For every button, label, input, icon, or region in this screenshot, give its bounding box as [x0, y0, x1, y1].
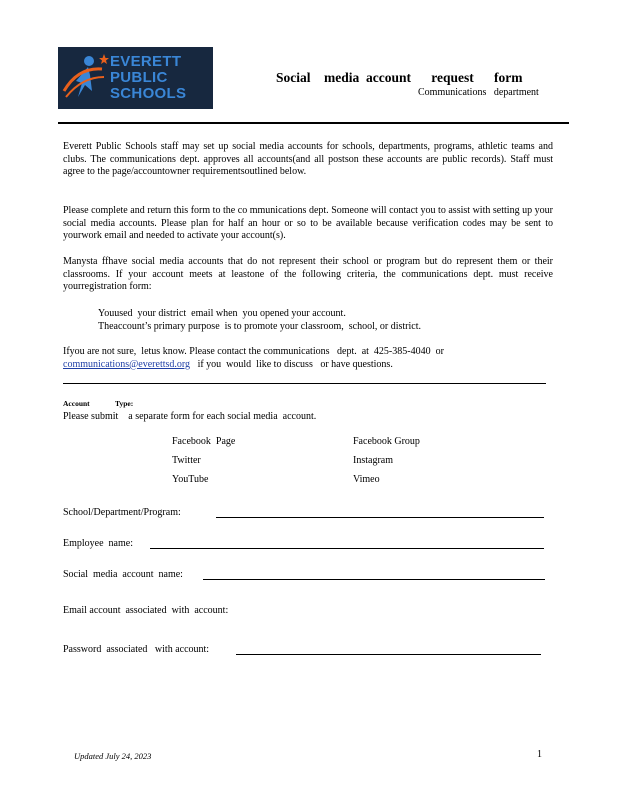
option-vimeo[interactable]: Vimeo: [353, 474, 380, 485]
option-facebook-group[interactable]: Facebook Group: [353, 436, 420, 447]
password-field-label: Password associated with account:: [63, 644, 210, 655]
criteria-bullet-2: Theaccount’s primary purpose is to promote your classroom, school, or district.: [98, 321, 421, 332]
employee-field-line[interactable]: [150, 548, 544, 549]
header-divider: [58, 122, 569, 124]
option-youtube[interactable]: YouTube: [172, 474, 209, 485]
email-field-label: Email account associated with account:: [63, 605, 229, 616]
form-subtitle: Communications department: [418, 87, 539, 98]
page-number: 1: [537, 749, 542, 760]
option-facebook-page[interactable]: Facebook Page: [172, 436, 236, 447]
school-field-line[interactable]: [216, 517, 544, 518]
district-logo: [58, 47, 213, 109]
social-name-field-label: Social media account name:: [63, 569, 183, 580]
school-field-label: School/Department/Program:: [63, 507, 181, 518]
logo-figure-icon: [58, 47, 110, 109]
logo-word-public: PUBLIC: [110, 69, 168, 86]
form-title: Social media account request form: [276, 70, 523, 85]
password-field-line[interactable]: [236, 654, 541, 655]
contact-paragraph: Ifyou are not sure, letus know. Please contact the communications dept. at 425-385-4040 or communications@everettsd.org if you would like to discuss or have questions.: [63, 346, 444, 370]
criteria-bullet-1: Youused your district email when you opened your account.: [98, 308, 346, 319]
employee-field-label: Employee name:: [63, 538, 133, 549]
type-label: Type:: [115, 399, 134, 408]
contact-email-link[interactable]: communications@everettsd.org: [63, 358, 191, 370]
option-twitter[interactable]: Twitter: [172, 455, 201, 466]
account-type-instruction: Please submit a separate form for each social media account.: [63, 411, 317, 422]
logo-word-everett: EVERETT: [110, 53, 182, 70]
account-label: Account: [63, 399, 90, 408]
section-divider: [63, 383, 546, 384]
criteria-paragraph: Manysta ffhave social media accounts that do not represent their school or program but do represent them or their classrooms. If your account meets at leastone of the following criteria, the communications dept. must receive yourregistration form:: [63, 256, 553, 292]
logo-word-schools: SCHOOLS: [110, 85, 187, 102]
social-name-field-line[interactable]: [203, 579, 545, 580]
instructions-paragraph: Please complete and return this form to the co mmunications dept. Someone will contact you to assist with setting up your social media accounts. Please plan for half an hour or so to be available because verification codes may be sent to yourwork email and needed to activate your account(s).: [63, 205, 553, 241]
option-instagram[interactable]: Instagram: [353, 455, 393, 466]
updated-date: Updated July 24, 2023: [74, 751, 152, 761]
intro-paragraph: Everett Public Schools staff may set up social media accounts for schools, departments, programs, athletic teams and clubs. The communications dept. approves all accounts(and all postson these accounts are public records). Staff must agree to the page/accountowner requirementsoutlined below.: [63, 141, 553, 177]
